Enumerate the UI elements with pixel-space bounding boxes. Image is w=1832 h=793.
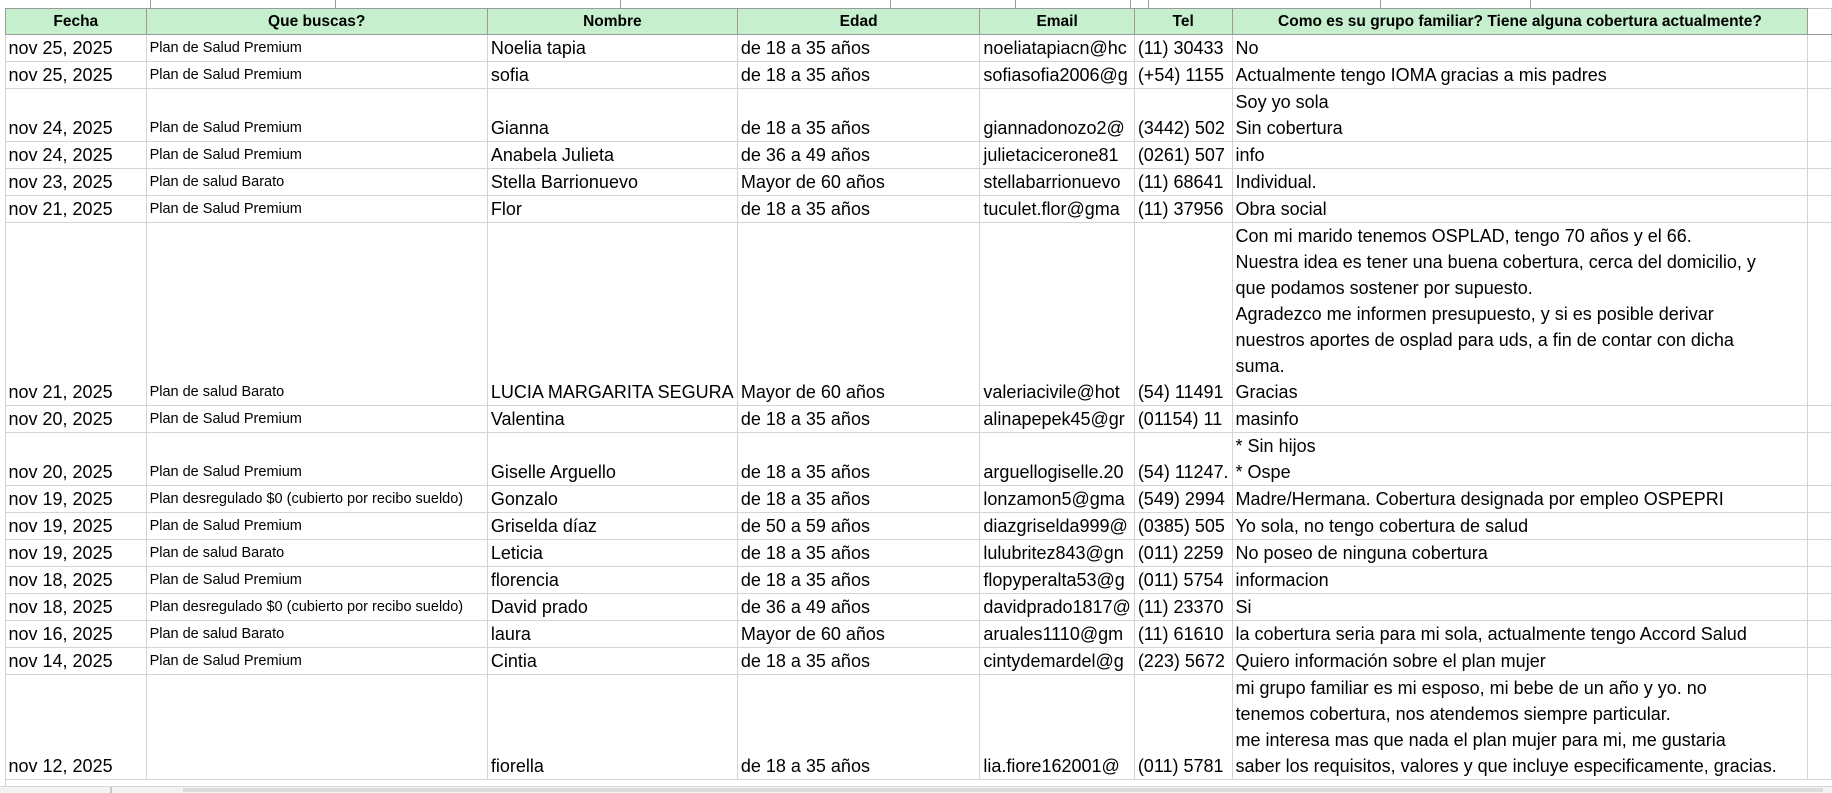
cell-fecha[interactable]: nov 16, 2025 (6, 621, 147, 648)
cell-email[interactable]: diazgriselda999@ (980, 513, 1134, 540)
cell-fecha[interactable]: nov 24, 2025 (6, 89, 147, 142)
cell-fecha[interactable]: nov 25, 2025 (6, 62, 147, 89)
cell-tel[interactable]: (11) 23370 (1134, 594, 1232, 621)
cell-text-line: mi grupo familiar es mi esposo, mi bebe de un año y yo. no (1235, 678, 1707, 698)
cell-nombre[interactable]: Anabela Julieta (487, 142, 737, 169)
cell-grupo-familiar[interactable] (1232, 62, 1808, 89)
cell-que-buscas[interactable]: Plan de salud Barato (146, 223, 487, 406)
cell-text-line: Quiero información sobre el plan mujer (1235, 651, 1546, 671)
cell-email[interactable]: lulubritez843@gn (980, 540, 1134, 567)
cell-que-buscas[interactable]: Plan de Salud Premium (146, 89, 487, 142)
table-row (6, 648, 1832, 675)
cell-text-line: No poseo de ninguna cobertura (1235, 543, 1488, 563)
cell-email[interactable]: lia.fiore162001@ (980, 675, 1134, 780)
cell-que-buscas[interactable]: Plan de Salud Premium (146, 406, 487, 433)
cell-fecha[interactable]: nov 21, 2025 (6, 223, 147, 406)
cell-grupo-familiar[interactable] (1232, 169, 1808, 196)
cell-grupo-familiar[interactable] (1232, 196, 1808, 223)
cell-email[interactable]: flopyperalta53@g (980, 567, 1134, 594)
cell-empty[interactable] (1808, 540, 1832, 567)
table-row (6, 567, 1832, 594)
table-row (6, 169, 1832, 196)
header-grupo-familiar[interactable]: Como es su grupo familiar? Tiene alguna cobertura actualmente? (1232, 9, 1808, 35)
cell-que-buscas[interactable]: Plan desregulado $0 (cubierto por recibo sueldo) (146, 486, 487, 513)
cell-edad[interactable]: Mayor de 60 años (737, 169, 980, 196)
cell-text-line: Soy yo sola (1235, 92, 1329, 112)
cell-empty[interactable] (1808, 621, 1832, 648)
table-row (6, 621, 1832, 648)
cell-tel[interactable]: (01154) 11 (1134, 406, 1232, 433)
cell-grupo-familiar[interactable] (1232, 433, 1808, 486)
cell-tel[interactable]: (0385) 505 (1134, 513, 1232, 540)
cell-email[interactable]: lonzamon5@gma (980, 486, 1134, 513)
cell-text-line: Con mi marido tenemos OSPLAD, tengo 70 años y el 66. (1235, 226, 1692, 246)
cell-text-line: Obra social (1235, 199, 1327, 219)
leads-table (5, 8, 1832, 780)
cell-fecha[interactable]: nov 19, 2025 (6, 486, 147, 513)
cell-nombre[interactable]: Giselle Arguello (487, 433, 737, 486)
cell-tel[interactable]: (549) 2994 (1134, 486, 1232, 513)
cell-que-buscas[interactable]: Plan de salud Barato (146, 540, 487, 567)
cell-email[interactable]: davidprado1817@ (980, 594, 1134, 621)
cell-empty[interactable] (1808, 513, 1832, 540)
cell-que-buscas[interactable]: Plan de Salud Premium (146, 196, 487, 223)
cell-nombre[interactable]: LUCIA MARGARITA SEGURA (487, 223, 737, 406)
cell-que-buscas[interactable]: Plan de Salud Premium (146, 648, 487, 675)
cell-fecha[interactable]: nov 14, 2025 (6, 648, 147, 675)
cell-text-line: Individual. (1235, 172, 1317, 192)
cell-email[interactable]: alinapepek45@gr (980, 406, 1134, 433)
cell-tel[interactable]: (54) 11247. (1134, 433, 1232, 486)
cell-que-buscas[interactable]: Plan de Salud Premium (146, 567, 487, 594)
cell-nombre[interactable]: Gianna (487, 89, 737, 142)
cell-email[interactable]: tuculet.flor@gma (980, 196, 1134, 223)
cell-fecha[interactable]: nov 20, 2025 (6, 406, 147, 433)
cell-edad[interactable]: de 18 a 35 años (737, 196, 980, 223)
table-row (6, 594, 1832, 621)
table-row (6, 62, 1832, 89)
cell-fecha[interactable]: nov 19, 2025 (6, 540, 147, 567)
header-row (6, 9, 1832, 35)
cell-empty[interactable] (1808, 89, 1832, 142)
cell-que-buscas[interactable]: Plan desregulado $0 (cubierto por recibo sueldo) (146, 594, 487, 621)
cell-grupo-familiar[interactable] (1232, 594, 1808, 621)
cell-nombre[interactable]: laura (487, 621, 737, 648)
cell-empty[interactable] (1808, 567, 1832, 594)
cell-text-line: No (1235, 38, 1259, 58)
cell-que-buscas[interactable]: Plan de Salud Premium (146, 513, 487, 540)
cell-nombre[interactable]: Stella Barrionuevo (487, 169, 737, 196)
table-row (6, 433, 1832, 486)
cell-edad[interactable]: de 18 a 35 años (737, 433, 980, 486)
cell-email[interactable]: sofiasofia2006@g (980, 62, 1134, 89)
cell-email[interactable]: giannadonozo2@ (980, 89, 1134, 142)
header-edad[interactable]: Edad (737, 9, 980, 35)
cell-edad[interactable]: Mayor de 60 años (737, 223, 980, 406)
cell-tel[interactable]: (11) 30433 (1134, 35, 1232, 62)
cell-edad[interactable]: de 18 a 35 años (737, 648, 980, 675)
cell-nombre[interactable]: David prado (487, 594, 737, 621)
cell-empty[interactable] (1808, 486, 1832, 513)
table-row (6, 89, 1832, 142)
cell-grupo-familiar[interactable] (1232, 621, 1808, 648)
cell-empty[interactable] (1808, 406, 1832, 433)
cell-email[interactable]: julietacicerone81 (980, 142, 1134, 169)
cell-tel[interactable]: (+54) 1155 (1134, 62, 1232, 89)
cell-text-line: masinfo (1235, 409, 1299, 429)
cell-grupo-familiar[interactable] (1232, 540, 1808, 567)
cell-que-buscas[interactable] (146, 675, 487, 780)
cell-nombre[interactable]: florencia (487, 567, 737, 594)
cell-grupo-familiar[interactable] (1232, 406, 1808, 433)
cell-empty[interactable] (1808, 223, 1832, 406)
cell-grupo-familiar[interactable] (1232, 223, 1808, 406)
cell-text-line: saber los requisitos, valores y que incluye especificamente, gracias. (1235, 756, 1777, 776)
cell-empty[interactable] (1808, 594, 1832, 621)
cell-text-line: suma. (1235, 356, 1285, 376)
table-row (6, 675, 1832, 780)
cell-nombre[interactable]: Gonzalo (487, 486, 737, 513)
cell-tel[interactable]: (11) 37956 (1134, 196, 1232, 223)
cell-tel[interactable]: (11) 61610 (1134, 621, 1232, 648)
cell-nombre[interactable]: Griselda díaz (487, 513, 737, 540)
cell-empty[interactable] (1808, 35, 1832, 62)
cell-text-line: Si (1235, 597, 1252, 617)
table-row (6, 540, 1832, 567)
cell-fecha[interactable]: nov 18, 2025 (6, 594, 147, 621)
cell-tel[interactable]: (0261) 507 (1134, 142, 1232, 169)
cell-tel[interactable]: (54) 11491 (1134, 223, 1232, 406)
table-row (6, 35, 1832, 62)
cell-empty[interactable] (1808, 648, 1832, 675)
cell-fecha[interactable]: nov 18, 2025 (6, 567, 147, 594)
cell-text-line: info (1235, 145, 1265, 165)
scroll-divider (110, 787, 112, 793)
cell-edad[interactable]: de 18 a 35 años (737, 62, 980, 89)
table-row (6, 142, 1832, 169)
cell-tel[interactable]: (011) 5781 (1134, 675, 1232, 780)
scrollbar-thumb[interactable] (183, 788, 1823, 792)
header-que-buscas[interactable]: Que buscas? (146, 9, 487, 35)
cell-fecha[interactable]: nov 12, 2025 (6, 675, 147, 780)
cell-nombre[interactable]: Flor (487, 196, 737, 223)
cell-que-buscas[interactable]: Plan de salud Barato (146, 169, 487, 196)
cell-que-buscas[interactable]: Plan de Salud Premium (146, 142, 487, 169)
cell-edad[interactable]: de 18 a 35 años (737, 486, 980, 513)
cell-edad[interactable]: de 18 a 35 años (737, 675, 980, 780)
cell-email[interactable]: valeriacivile@hot (980, 223, 1134, 406)
cell-grupo-familiar[interactable] (1232, 567, 1808, 594)
cell-que-buscas[interactable]: Plan de Salud Premium (146, 35, 487, 62)
cell-email[interactable]: noeliatapiacn@hc (980, 35, 1134, 62)
cell-edad[interactable]: de 18 a 35 años (737, 89, 980, 142)
table-row (6, 223, 1832, 406)
cell-text-line: Agradezco me informen presupuesto, y si es posible derivar (1235, 304, 1714, 324)
cell-edad[interactable]: Mayor de 60 años (737, 621, 980, 648)
cell-text-line: Gracias (1235, 382, 1298, 402)
cell-grupo-familiar[interactable] (1232, 35, 1808, 62)
table-row (6, 486, 1832, 513)
cell-empty[interactable] (1808, 62, 1832, 89)
cell-edad[interactable]: de 18 a 35 años (737, 567, 980, 594)
header-tel[interactable]: Tel (1134, 9, 1232, 35)
cell-nombre[interactable]: Valentina (487, 406, 737, 433)
cell-text-line: Actualmente tengo IOMA gracias a mis padres (1235, 65, 1607, 85)
cell-text-line: Yo sola, no tengo cobertura de salud (1235, 516, 1529, 536)
cell-empty[interactable] (1808, 169, 1832, 196)
cell-fecha[interactable]: nov 24, 2025 (6, 142, 147, 169)
cell-grupo-familiar[interactable] (1232, 675, 1808, 780)
cell-tel[interactable]: (223) 5672 (1134, 648, 1232, 675)
cell-que-buscas[interactable]: Plan de salud Barato (146, 621, 487, 648)
cell-que-buscas[interactable]: Plan de Salud Premium (146, 433, 487, 486)
cell-edad[interactable]: de 36 a 49 años (737, 142, 980, 169)
cell-text-line: Sin cobertura (1235, 118, 1343, 138)
cell-fecha[interactable]: nov 21, 2025 (6, 196, 147, 223)
header-empty[interactable] (1808, 9, 1832, 35)
cell-text-line: tenemos cobertura, nos atendemos siempre particular. (1235, 704, 1671, 724)
cell-nombre[interactable]: fiorella (487, 675, 737, 780)
cell-fecha[interactable]: nov 23, 2025 (6, 169, 147, 196)
cell-fecha[interactable]: nov 25, 2025 (6, 35, 147, 62)
cell-nombre[interactable]: sofia (487, 62, 737, 89)
cell-text-line: * Sin hijos (1235, 436, 1316, 456)
cell-nombre[interactable]: Cintia (487, 648, 737, 675)
cell-empty[interactable] (1808, 196, 1832, 223)
cell-text-line: Nuestra idea es tener una buena cobertura, cerca del domicilio, y (1235, 252, 1756, 272)
cell-email[interactable]: cintydemardel@g (980, 648, 1134, 675)
cell-email[interactable]: aruales1110@gm (980, 621, 1134, 648)
cell-tel[interactable]: (3442) 502 (1134, 89, 1232, 142)
cell-text-line: * Ospe (1235, 462, 1291, 482)
cell-text-line: me interesa mas que nada el plan mujer para mi, me gustaria (1235, 730, 1726, 750)
cell-empty[interactable] (1808, 433, 1832, 486)
cell-tel[interactable]: (11) 68641 (1134, 169, 1232, 196)
cell-text-line: nuestros aportes de osplad para uds, a fin de contar con dicha (1235, 330, 1734, 350)
table-row (6, 513, 1832, 540)
cell-text-line: Madre/Hermana. Cobertura designada por empleo OSPEPRI (1235, 489, 1724, 509)
cell-grupo-familiar[interactable] (1232, 89, 1808, 142)
cell-grupo-familiar[interactable] (1232, 486, 1808, 513)
cell-edad[interactable]: de 50 a 59 años (737, 513, 980, 540)
cell-tel[interactable]: (011) 5754 (1134, 567, 1232, 594)
cell-text-line: informacion (1235, 570, 1329, 590)
cell-grupo-familiar[interactable] (1232, 142, 1808, 169)
cell-nombre[interactable]: Leticia (487, 540, 737, 567)
table-row (6, 406, 1832, 433)
cell-grupo-familiar[interactable] (1232, 648, 1808, 675)
cell-nombre[interactable]: Noelia tapia (487, 35, 737, 62)
cell-tel[interactable]: (011) 2259 (1134, 540, 1232, 567)
cell-text-line: que podamos sostener por supuesto. (1235, 278, 1533, 298)
cell-edad[interactable]: de 18 a 35 años (737, 540, 980, 567)
table-row (6, 196, 1832, 223)
cell-email[interactable]: stellabarrionuevo (980, 169, 1134, 196)
cell-grupo-familiar[interactable] (1232, 513, 1808, 540)
cell-edad[interactable]: de 18 a 35 años (737, 35, 980, 62)
header-fecha[interactable]: Fecha (6, 9, 147, 35)
cell-fecha[interactable]: nov 20, 2025 (6, 433, 147, 486)
header-nombre[interactable]: Nombre (487, 9, 737, 35)
cell-edad[interactable]: de 36 a 49 años (737, 594, 980, 621)
cell-fecha[interactable]: nov 19, 2025 (6, 513, 147, 540)
cell-empty[interactable] (1808, 142, 1832, 169)
cell-que-buscas[interactable]: Plan de Salud Premium (146, 62, 487, 89)
cell-email[interactable]: arguellogiselle.20 (980, 433, 1134, 486)
cell-edad[interactable]: de 18 a 35 años (737, 406, 980, 433)
cell-empty[interactable] (1808, 675, 1832, 780)
spreadsheet-grid (5, 8, 1832, 780)
header-email[interactable]: Email (980, 9, 1134, 35)
cell-text-line: la cobertura seria para mi sola, actualmente tengo Accord Salud (1235, 624, 1747, 644)
